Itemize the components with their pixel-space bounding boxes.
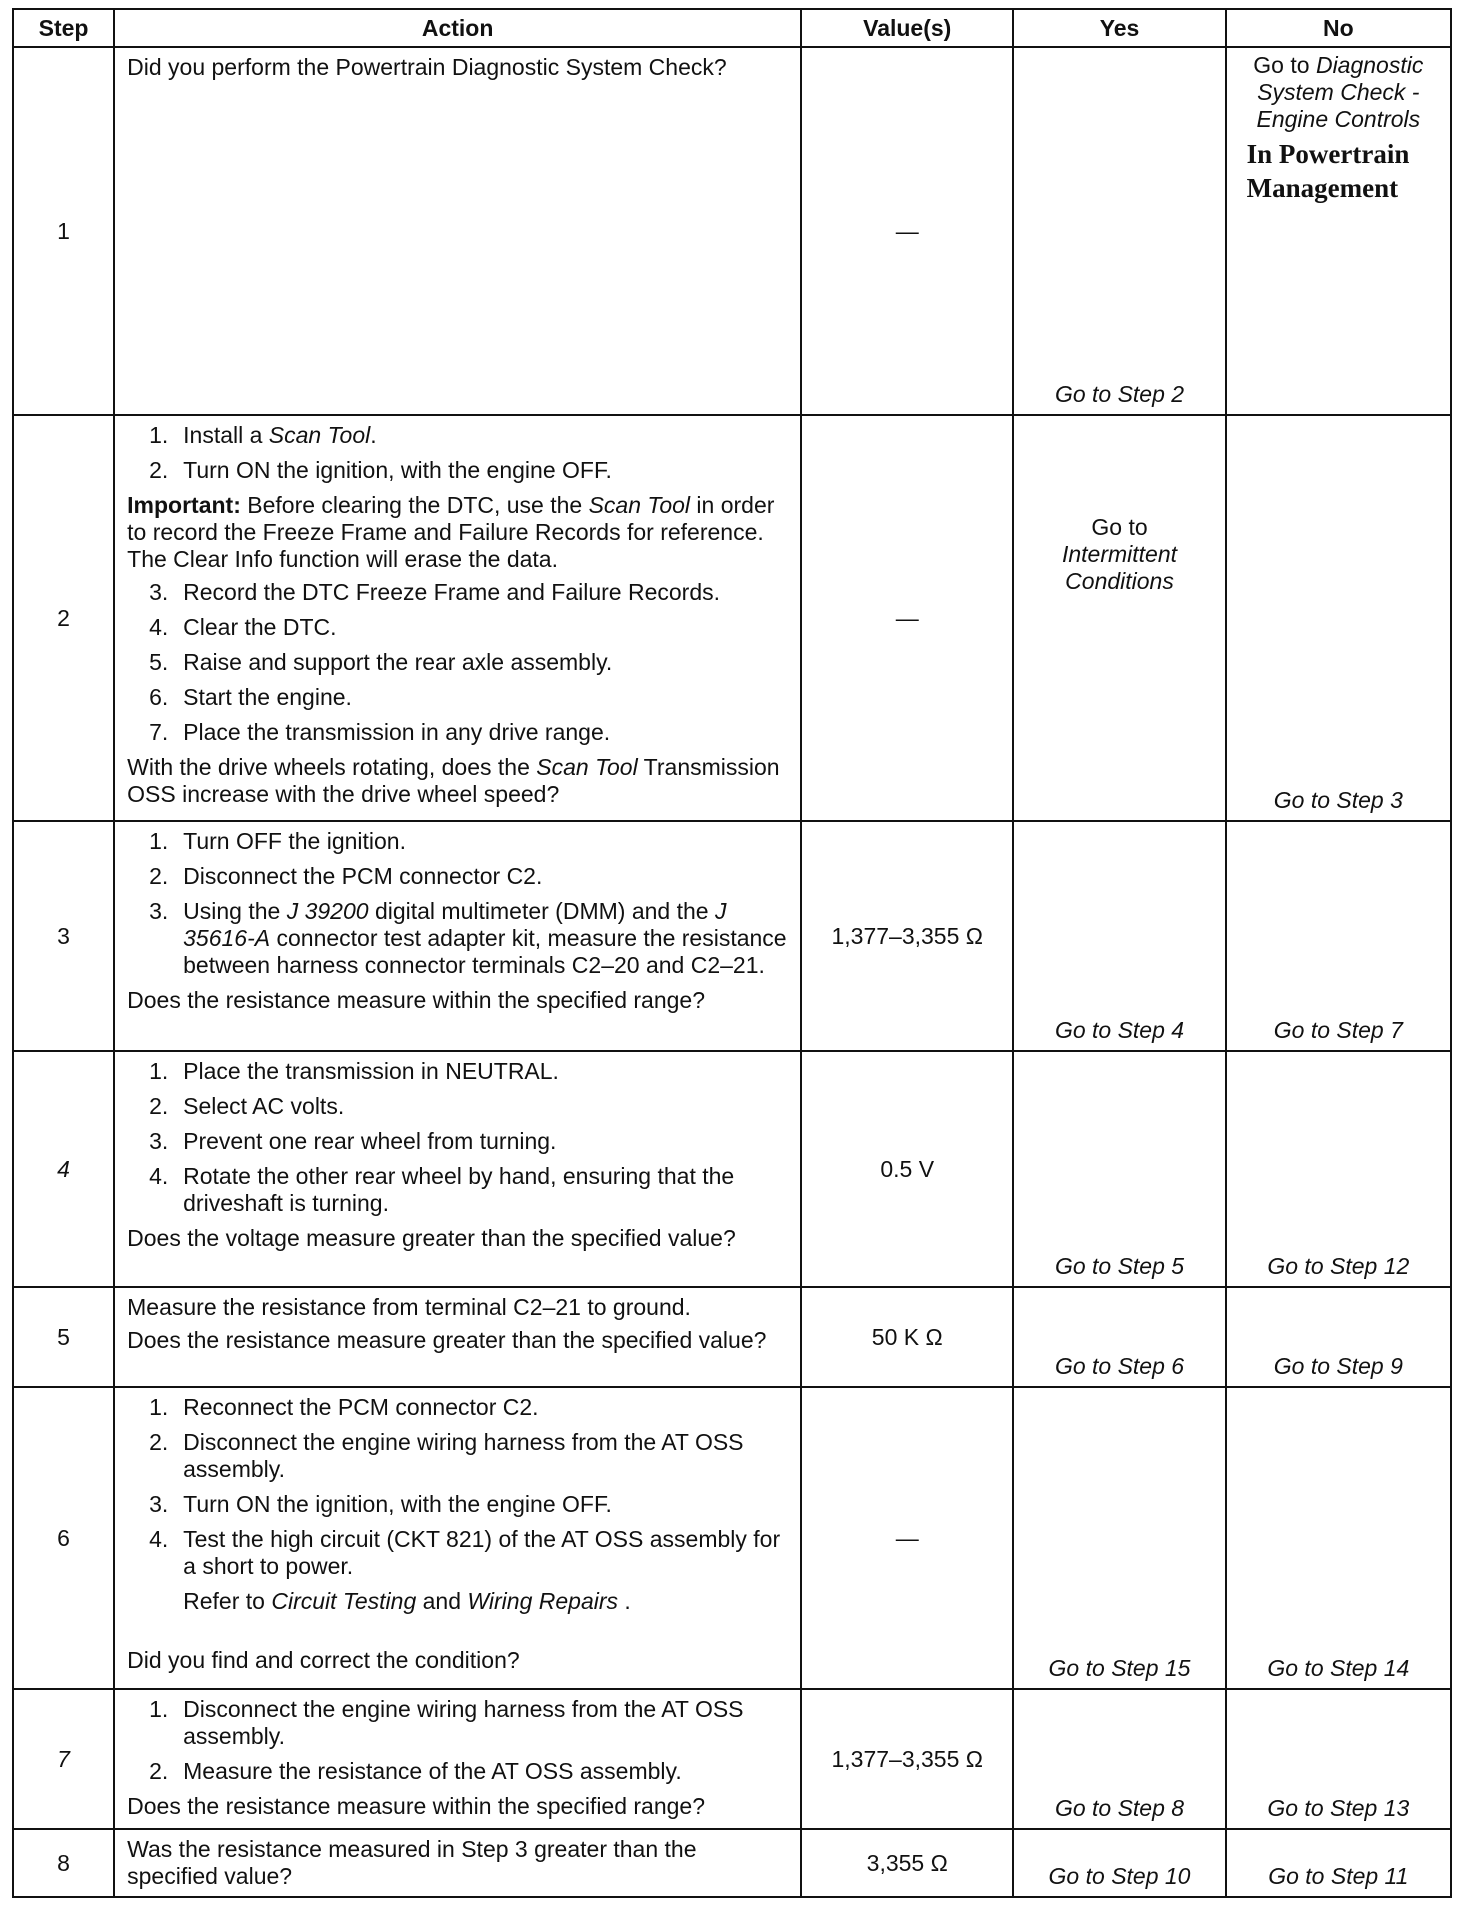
wiring-repairs-link[interactable]: Wiring Repairs: [467, 1588, 619, 1614]
value-cell: 1,377–3,355 Ω: [801, 821, 1013, 1051]
diagnostic-table-container: [12, 8, 1452, 1898]
value-cell: 3,355 Ω: [801, 1829, 1013, 1897]
step-row-1: [13, 47, 1451, 415]
header-values: Value(s): [801, 9, 1013, 47]
action-item: 7. Place the transmission in any drive range.: [149, 719, 611, 745]
no-handwritten-note: In Powertrain Management: [1246, 139, 1410, 203]
action-cell: [114, 821, 801, 1051]
action-question: Does the resistance measure greater than the specified value?: [127, 1327, 767, 1353]
no-goto-link[interactable]: Go to Step 7: [1273, 1017, 1403, 1043]
no-goto-link[interactable]: Go to Step 12: [1267, 1253, 1410, 1279]
action-question: Does the voltage measure greater than the specified value?: [127, 1225, 736, 1251]
no-goto-prefix: Go to: [1253, 52, 1310, 78]
header-action: Action: [114, 9, 801, 47]
j35616a-link[interactable]: J 35616-A: [183, 898, 727, 951]
no-goto-link[interactable]: Go to Step 11: [1268, 1863, 1409, 1889]
no-cell: [1226, 1829, 1451, 1897]
step-row-6: [13, 1387, 1451, 1689]
yes-goto-link[interactable]: Go to Step 2: [1054, 381, 1185, 407]
action-cell: [114, 47, 801, 415]
diagnostic-table: [12, 8, 1452, 1898]
step-number: 3: [13, 821, 114, 1051]
action-item: 3. Record the DTC Freeze Frame and Failure Records.: [149, 579, 721, 605]
value-cell: 1,377–3,355 Ω: [801, 1689, 1013, 1829]
action-cell: [114, 1689, 801, 1829]
value-cell: —: [801, 415, 1013, 821]
yes-goto-link[interactable]: Go to Step 5: [1054, 1253, 1185, 1279]
action-item: 2. Select AC volts.: [149, 1093, 345, 1119]
yes-cell: [1013, 1051, 1225, 1287]
action-item: 5. Raise and support the rear axle assembly.: [149, 649, 613, 675]
action-cell: [114, 415, 801, 821]
no-cell: [1226, 415, 1451, 821]
action-text: Measure the resistance from terminal C2–21 to ground.: [127, 1294, 691, 1320]
no-goto-link[interactable]: Go to Step 13: [1267, 1795, 1410, 1821]
scan-tool-link[interactable]: Scan Tool: [536, 754, 638, 780]
value-cell: —: [801, 47, 1013, 415]
scan-tool-link[interactable]: Scan Tool: [588, 492, 691, 518]
yes-cell: [1013, 415, 1225, 821]
no-cell: [1226, 47, 1451, 415]
no-cell: [1226, 1051, 1451, 1287]
action-item: 4. Test the high circuit (CKT 821) of the AT OSS assembly for a short to power.: [149, 1526, 781, 1579]
step-row-8: [13, 1829, 1451, 1897]
yes-cell: [1013, 1829, 1225, 1897]
yes-cell: [1013, 47, 1225, 415]
action-cell: [114, 1387, 801, 1689]
important-note: Important: Before clearing the DTC, use the Scan Tool in order to record the Freeze Frame and Failure Records for reference. The Clear Info function will erase the data.: [127, 492, 775, 572]
action-item: 1. Disconnect the engine wiring harness from the AT OSS assembly.: [149, 1696, 744, 1749]
no-goto-link[interactable]: Go to Step 9: [1273, 1353, 1403, 1379]
value-cell: 0.5 V: [801, 1051, 1013, 1287]
yes-goto-link[interactable]: Go to Step 15: [1048, 1655, 1191, 1681]
step-row-2: [13, 415, 1451, 821]
header-row: [13, 9, 1451, 47]
header-yes: Yes: [1013, 9, 1225, 47]
yes-cell: [1013, 1387, 1225, 1689]
action-item: 1. Install a Scan Tool.: [149, 422, 377, 448]
yes-goto-link[interactable]: Go to Step 4: [1054, 1017, 1185, 1043]
no-cell: [1226, 1689, 1451, 1829]
action-question: With the drive wheels rotating, does the Scan Tool Transmission OSS increase with the drive wheel speed?: [127, 754, 780, 807]
step-number: 2: [13, 415, 114, 821]
action-item: 6. Start the engine.: [149, 684, 352, 710]
no-goto-link[interactable]: Go to Step 14: [1267, 1655, 1410, 1681]
step-number: 5: [13, 1287, 114, 1387]
refer-note: Refer to Circuit Testing and Wiring Repairs .: [183, 1588, 631, 1614]
no-goto-link[interactable]: Diagnostic System Check - Engine Controls: [1256, 52, 1424, 132]
yes-cell: [1013, 821, 1225, 1051]
action-cell: [114, 1829, 801, 1897]
yes-cell: [1013, 1287, 1225, 1387]
no-goto-link[interactable]: Go to Step 3: [1273, 787, 1403, 813]
header-no: No: [1226, 9, 1451, 47]
step-number: 8: [13, 1829, 114, 1897]
action-item: 2. Disconnect the engine wiring harness from the AT OSS assembly.: [149, 1429, 744, 1482]
step-number: 4: [13, 1051, 114, 1287]
step-row-7: [13, 1689, 1451, 1829]
action-item: 4. Clear the DTC.: [149, 614, 337, 640]
step-row-5: [13, 1287, 1451, 1387]
action-question: Did you perform the Powertrain Diagnostic System Check?: [127, 54, 727, 80]
yes-goto-prefix: Go to: [1091, 514, 1148, 540]
yes-goto-link[interactable]: Go to Step 8: [1054, 1795, 1185, 1821]
action-item: 3. Using the J 39200 digital multimeter (DMM) and the J 35616-A connector test adapter kit, measure the resistance between harness connector terminals C2–20 and C2–21.: [149, 898, 787, 978]
yes-cell: [1013, 1689, 1225, 1829]
action-cell: [114, 1051, 801, 1287]
no-cell: [1226, 1387, 1451, 1689]
circuit-testing-link[interactable]: Circuit Testing: [271, 1588, 417, 1614]
step-row-4: [13, 1051, 1451, 1287]
action-item: 1. Turn OFF the ignition.: [149, 828, 406, 854]
step-number: 1: [13, 47, 114, 415]
action-item: 3. Prevent one rear wheel from turning.: [149, 1128, 557, 1154]
action-cell: [114, 1287, 801, 1387]
step-row-3: [13, 821, 1451, 1051]
yes-goto-link[interactable]: Intermittent Conditions: [1061, 541, 1178, 594]
header-step: Step: [13, 9, 114, 47]
scan-tool-link[interactable]: Scan Tool: [268, 422, 371, 448]
action-item: 3. Turn ON the ignition, with the engine OFF.: [149, 1491, 612, 1517]
action-item: 4. Rotate the other rear wheel by hand, ensuring that the driveshaft is turning.: [149, 1163, 735, 1216]
action-question: Was the resistance measured in Step 3 greater than the specified value?: [127, 1836, 697, 1889]
action-item: 1. Place the transmission in NEUTRAL.: [149, 1058, 559, 1084]
value-cell: 50 K Ω: [801, 1287, 1013, 1387]
yes-goto-link[interactable]: Go to Step 6: [1054, 1353, 1185, 1379]
action-item: 2. Turn ON the ignition, with the engine OFF.: [149, 457, 612, 483]
j39200-link[interactable]: J 39200: [286, 898, 369, 924]
no-cell: [1226, 821, 1451, 1051]
action-question: Did you find and correct the condition?: [127, 1647, 520, 1673]
action-item: 2. Measure the resistance of the AT OSS assembly.: [149, 1758, 682, 1784]
action-question: Does the resistance measure within the specified range?: [127, 987, 706, 1013]
action-item: 1. Reconnect the PCM connector C2.: [149, 1394, 539, 1420]
step-number: 7: [13, 1689, 114, 1829]
yes-goto-link[interactable]: Go to Step 10: [1048, 1863, 1191, 1889]
value-cell: —: [801, 1387, 1013, 1689]
step-number: 6: [13, 1387, 114, 1689]
action-question: Does the resistance measure within the specified range?: [127, 1793, 706, 1819]
no-cell: [1226, 1287, 1451, 1387]
action-item: 2. Disconnect the PCM connector C2.: [149, 863, 543, 889]
